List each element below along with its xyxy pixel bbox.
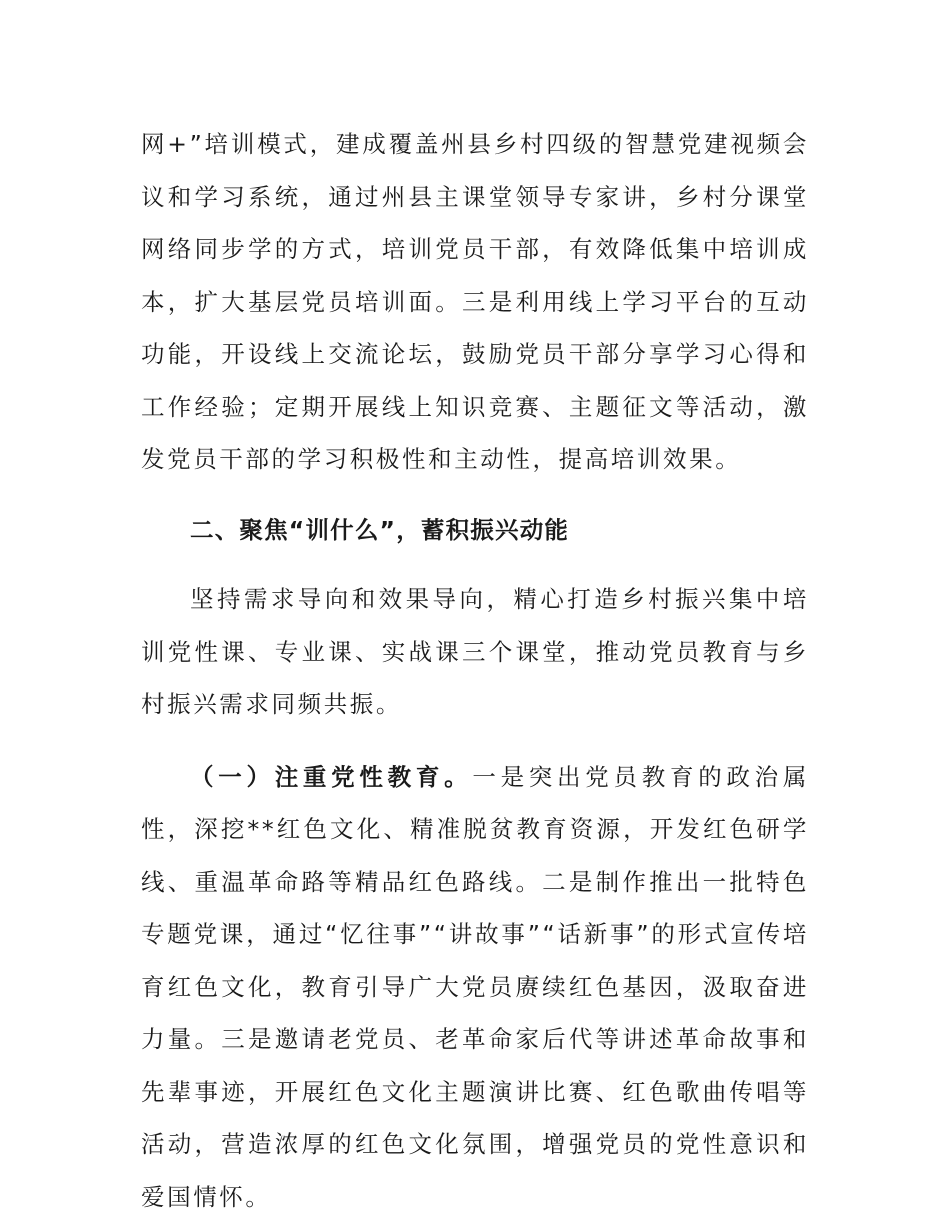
section-intro-paragraph: 坚持需求导向和效果导向，精心打造乡村振兴集中培训党性课、专业课、实战课三个课堂，推动党员教育与乡村振兴需求同频共振。	[141, 585, 809, 718]
subsection-body: 一是突出党员教育的政治属性，深挖**红色文化、精准脱贫教育资源，开发红色研学线、重温革命路等精品红色路线。二是制作推出一批特色专题党课，通过“忆往事”“讲故事”“话新事”的形式宣传培育红色文化，教育引导广大党员赓续红色基因，汲取奋进力量。三是邀请老党员、老革命家后代等讲述革命故事和先辈事迹，开展红色文化主题演讲比赛、红色歌曲传唱等活动，营造浓厚的红色文化氛围，增强党员的党性意识和爱国情怀。	[141, 762, 810, 1211]
paragraph-spacer	[141, 556, 809, 573]
paragraph-spacer	[141, 486, 809, 504]
document-body	[141, 118, 809, 1223]
subsection-lead: （一）注重党性教育。	[190, 762, 473, 791]
paragraph-continuation: 网+”培训模式，建成覆盖州县乡村四级的智慧党建视频会议和学习系统，通过州县主课堂领导专家讲，乡村分课堂网络同步学的方式，培训党员干部，有效降低集中培训成本，扩大基层党员培训面。三是利用线上学习平台的互动功能，开设线上交流论坛，鼓励党员干部分享学习心得和工作经验；定期开展线上知识竞赛、主题征文等活动，激发党员干部的学习积极性和主动性，提高培训效果。	[141, 130, 809, 473]
paragraph-spacer	[141, 731, 809, 751]
section-heading: 二、聚焦“训什么”，蓄积振兴动能	[190, 515, 570, 544]
party-education-paragraph	[141, 751, 809, 1224]
